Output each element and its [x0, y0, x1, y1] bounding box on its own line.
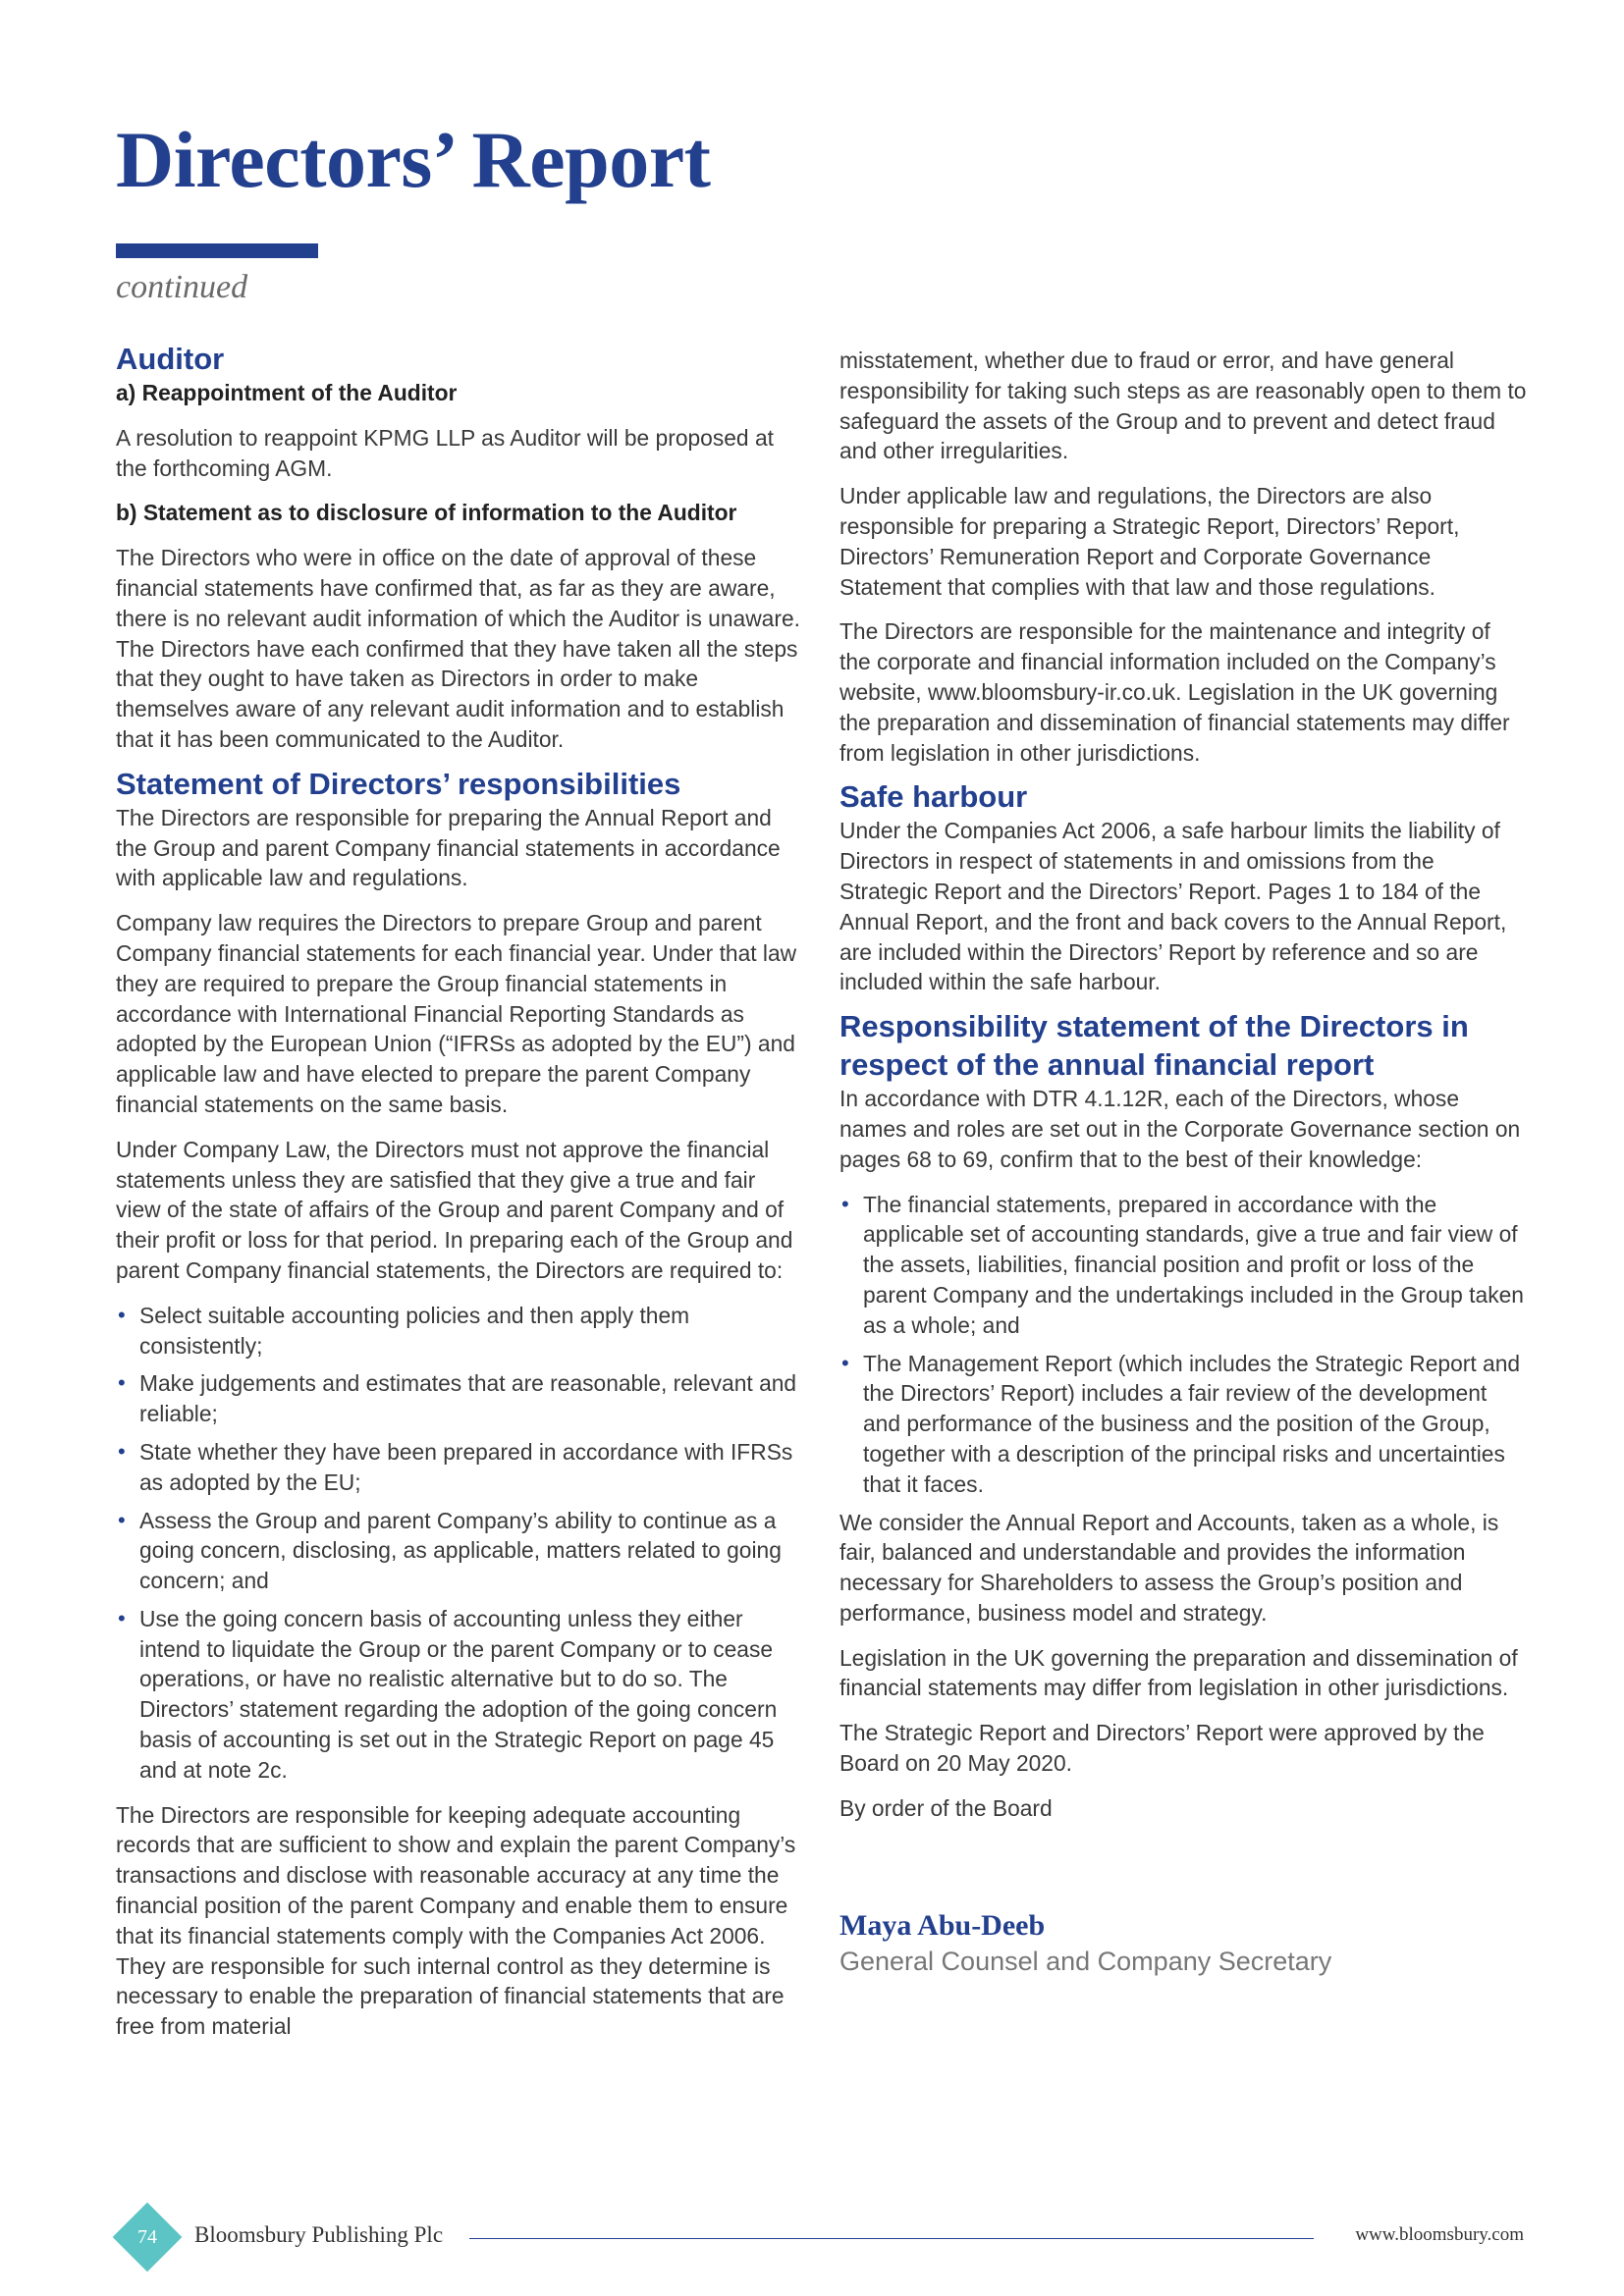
- subheading-reappointment: a) Reappointment of the Auditor: [116, 380, 458, 405]
- bullet-icon: •: [118, 1507, 126, 1532]
- signatory-role: General Counsel and Company Secretary: [839, 1946, 1332, 1976]
- footer-divider: [469, 2238, 1314, 2239]
- bullet-list: [839, 1190, 1527, 1500]
- paragraph: Legislation in the UK governing the preparation and dissemination of financial statements may differ from legislation in other jurisdictions.: [839, 1644, 1518, 1701]
- paragraph: In accordance with DTR 4.1.12R, each of the Directors, whose names and roles are set out in the Corporate Governance section on pages 68 to 69, confirm that to the best of their knowledge:: [839, 1086, 1521, 1172]
- paragraph: misstatement, whether due to fraud or error, and have general responsibility for taking such steps as are reasonably open to them to safeguard the assets of the Group and to prevent and detect fraud and other irregularities.: [839, 347, 1527, 464]
- list-item-text: State whether they have been prepared in accordance with IFRSs as adopted by the EU;: [139, 1438, 793, 1495]
- bullet-icon: •: [841, 1191, 849, 1216]
- bullet-list: [116, 1301, 803, 1786]
- list-item: [839, 1190, 1527, 1341]
- paragraph: Under the Companies Act 2006, a safe harbour limits the liability of Directors in respect of statements in and omissions from the Strategic Report and the Directors’ Report. Pages 1 to 184 of the Annual Report, and the front and back covers to the Annual Report, are included within the Directors’ Report by reference and so are included within the safe harbour.: [839, 818, 1507, 995]
- paragraph: A resolution to reappoint KPMG LLP as Auditor will be proposed at the forthcoming AGM.: [116, 424, 774, 481]
- list-item: [116, 1301, 803, 1362]
- list-item-text: Select suitable accounting policies and then apply them consistently;: [139, 1302, 690, 1359]
- paragraph: The Directors are responsible for the maintenance and integrity of the corporate and financial information included on the Company’s website, www.bloomsbury-ir.co.uk. Legislation in the UK governing the preparation and dissemination of financial statements may differ from legislation in other jurisdictions.: [839, 618, 1510, 766]
- paragraph: We consider the Annual Report and Accounts, taken as a whole, is fair, balanced and understandable and provides the information necessary for Shareholders to assess the Group’s position and performance, business model and strategy.: [839, 1509, 1499, 1626]
- bullet-icon: •: [118, 1302, 126, 1327]
- bullet-icon: •: [841, 1350, 849, 1375]
- paragraph: Under Company Law, the Directors must not approve the financial statements unless they are satisfied that they give a true and fair view of the state of affairs of the Group and parent Company and of their profit or loss for that period. In preparing each of the Group and parent Company financial statements, the Directors are required to:: [116, 1136, 793, 1283]
- list-item-text: The financial statements, prepared in accordance with the applicable set of accounting standards, give a true and fair view of the assets, liabilities, financial position and profit or loss of the parent Company and the undertakings included in the Group taken as a whole; and: [863, 1191, 1524, 1338]
- bullet-icon: •: [118, 1370, 126, 1396]
- section-heading-safe-harbour: Safe harbour: [839, 779, 1028, 815]
- page-footer: [0, 2205, 1624, 2273]
- section-heading-responsibility-statement: Responsibility statement of the Directors in respect of the annual financial report: [839, 1009, 1469, 1083]
- signatory-name: Maya Abu-Deeb: [839, 1908, 1046, 1942]
- list-item: [116, 1604, 803, 1786]
- page-number: 74: [137, 2226, 157, 2248]
- paragraph: Company law requires the Directors to prepare Group and parent Company financial statements for each financial year. Under that law they are required to prepare the Group financial statements in accordance with International Financial Reporting Standards as adopted by the European Union (“IFRSs as adopted by the EU”) and applicable law and have elected to prepare the parent Company financial statements on the same basis.: [116, 910, 797, 1117]
- list-item-text: Use the going concern basis of accounting unless they either intend to liquidate the Group or the parent Company or to cease operations, or have no realistic alternative but to do so. The Directors’ statement regarding the adoption of the going concern basis of accounting is set out in the Strategic Report on page 45 and at note 2c.: [139, 1605, 778, 1783]
- website-link[interactable]: www.bloomsbury.com: [1355, 2224, 1524, 2245]
- list-item: [116, 1437, 803, 1498]
- paragraph: The Directors are responsible for preparing the Annual Report and the Group and parent Company financial statements in accordance with applicable law and regulations.: [116, 804, 781, 891]
- page-subtitle: continued: [116, 269, 248, 305]
- list-item: [839, 1349, 1527, 1500]
- list-item: [116, 1368, 803, 1429]
- left-column: [116, 340, 803, 2042]
- bullet-icon: •: [118, 1438, 126, 1464]
- bullet-icon: •: [118, 1605, 126, 1630]
- publisher-name: Bloomsbury Publishing Plc: [194, 2222, 444, 2247]
- page-title: Directors’ Report: [116, 115, 711, 204]
- paragraph: Under applicable law and regulations, the Directors are also responsible for preparing a Strategic Report, Directors’ Report, Directors’ Remuneration Report and Corporate Governance Statement that complies with that law and those regulations.: [839, 483, 1460, 600]
- title-accent-bar: [116, 243, 318, 258]
- list-item-text: Assess the Group and parent Company’s ability to continue as a going concern, disclosing, as applicable, matters related to going concern; and: [139, 1507, 782, 1594]
- list-item-text: Make judgements and estimates that are reasonable, relevant and reliable;: [139, 1370, 797, 1427]
- subheading-disclosure: b) Statement as to disclosure of information to the Auditor: [116, 500, 737, 526]
- paragraph: The Directors are responsible for keeping adequate accounting records that are sufficient to show and explain the parent Company’s transactions and disclose with reasonable accuracy at any time the financial position of the parent Company and enable them to ensure that its financial statements comply with the Companies Act 2006. They are responsible for such internal control as they determine is necessary to enable the preparation of financial statements that are free from material: [116, 1801, 796, 2040]
- list-item: [116, 1506, 803, 1596]
- section-heading-auditor: Auditor: [116, 342, 225, 376]
- section-heading-responsibilities: Statement of Directors’ responsibilities: [116, 766, 681, 801]
- paragraph: The Strategic Report and Directors’ Report were approved by the Board on 20 May 2020.: [839, 1720, 1485, 1777]
- list-item-text: The Management Report (which includes the Strategic Report and the Directors’ Report) includes a fair review of the development and performance of the business and the position of the Group, together with a description of the principal risks and uncertainties that it faces.: [863, 1350, 1521, 1497]
- paragraph: The Directors who were in office on the date of approval of these financial statements have confirmed that, as far as they are aware, there is no relevant audit information of which the Auditor is unaware. The Directors have each confirmed that they have taken all the steps that they ought to have taken as Directors in order to make themselves aware of any relevant audit information and to establish that it has been communicated to the Auditor.: [116, 545, 800, 752]
- right-column: [839, 346, 1527, 1979]
- paragraph: By order of the Board: [839, 1794, 1053, 1821]
